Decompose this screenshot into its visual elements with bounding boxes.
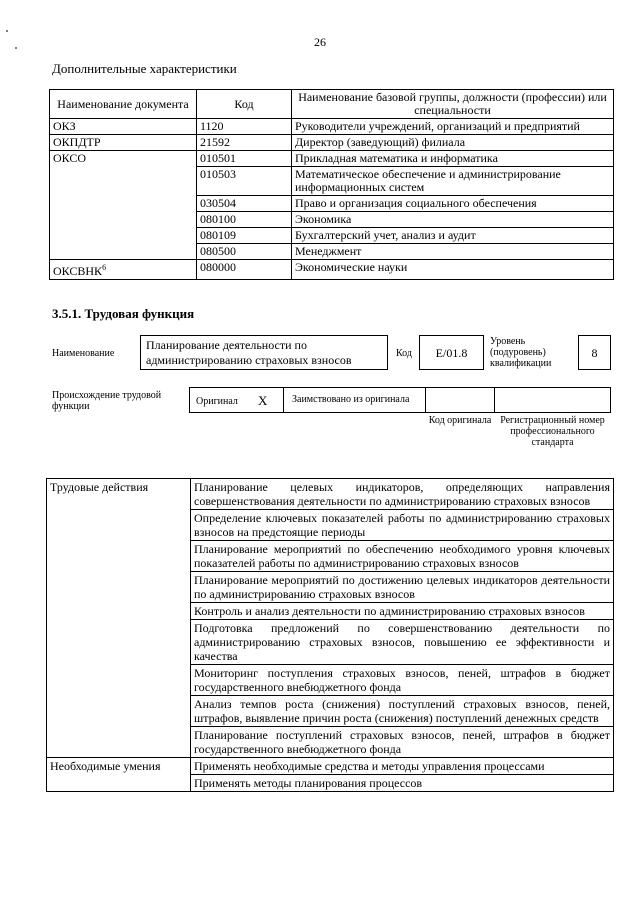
borrowed-label: Заимствовано из оригинала	[292, 394, 410, 405]
doc-cell	[50, 212, 197, 228]
doc-cell: ОКПДТР	[50, 135, 197, 151]
code-original-box	[425, 387, 495, 413]
table-row	[50, 119, 614, 135]
table-row	[47, 620, 614, 665]
labor-action-item: Подготовка предложений по совершенствованию деятельности по администрированию страховых взносов, повышению ее эффективности и качества	[191, 620, 614, 665]
scan-dot	[6, 30, 8, 32]
table-row	[47, 479, 614, 510]
origin-label: Происхождение трудовой функции	[52, 390, 162, 412]
name-cell: Математическое обеспечение и администрирование информационных систем	[292, 167, 614, 196]
name-cell: Экономические науки	[292, 260, 614, 280]
header-group-name: Наименование базовой группы, должности (профессии) или специальности	[292, 90, 614, 119]
doc-cell: ОКЗ	[50, 119, 197, 135]
empty-cell	[47, 665, 191, 696]
code-cell: 1120	[197, 119, 292, 135]
name-cell: Бухгалтерский учет, анализ и аудит	[292, 228, 614, 244]
section-title: 3.5.1. Трудовая функция	[52, 306, 195, 321]
empty-cell	[47, 603, 191, 620]
table-row	[50, 135, 614, 151]
empty-cell	[47, 727, 191, 758]
code-label: Код	[396, 348, 412, 359]
table-row	[47, 758, 614, 775]
doc-cell: ОКСО	[50, 151, 197, 167]
qualification-level-box: 8	[578, 335, 611, 370]
table-row	[47, 727, 614, 758]
labor-action-item: Планирование целевых индикаторов, определяющих направления совершенствования деятельности по администрированию страховых взносов	[191, 479, 614, 510]
qualification-level-label: Уровень (подуровень) квалификации	[490, 336, 552, 369]
code-cell: 080109	[197, 228, 292, 244]
skill-item: Применять необходимые средства и методы управления процессами	[191, 758, 614, 775]
function-name-box: Планирование деятельности по администрированию страховых взносов	[140, 335, 388, 370]
table-row	[50, 196, 614, 212]
footnote-mark: 6	[102, 263, 107, 272]
doc-cell	[50, 260, 197, 280]
labor-actions-label: Трудовые действия	[47, 479, 191, 510]
original-box	[189, 387, 284, 413]
header-code: Код	[197, 90, 292, 119]
labor-action-item: Планирование мероприятий по обеспечению необходимого уровня ключевых показателей работы по администрированию страховых взносов	[191, 541, 614, 572]
table-row	[47, 665, 614, 696]
code-original-label: Код оригинала	[428, 415, 492, 426]
code-cell: 21592	[197, 135, 292, 151]
original-label: Оригинал	[196, 396, 238, 407]
code-cell: 010501	[197, 151, 292, 167]
labor-action-item: Определение ключевых показателей работы по администрированию страховых взносов на предстоящие периоды	[191, 510, 614, 541]
function-code-box: E/01.8	[419, 335, 484, 370]
table-row	[47, 510, 614, 541]
page-number: 26	[314, 35, 326, 49]
code-cell: 080000	[197, 260, 292, 280]
name-cell: Руководители учреждений, организаций и предприятий	[292, 119, 614, 135]
labor-action-item: Анализ темпов роста (снижения) поступлений страховых взносов, пеней, штрафов, выявление причин роста (снижения) поступлений денежных средств	[191, 696, 614, 727]
table-row	[50, 244, 614, 260]
header-document: Наименование документа	[50, 90, 197, 119]
empty-cell	[47, 620, 191, 665]
empty-cell	[47, 541, 191, 572]
empty-cell	[47, 572, 191, 603]
skill-item: Применять методы планирования процессов	[191, 775, 614, 792]
table-row	[50, 167, 614, 196]
table-row	[47, 696, 614, 727]
table-row	[47, 541, 614, 572]
empty-cell	[47, 510, 191, 541]
labor-action-item: Планирование поступлений страховых взносов, пеней, штрафов в бюджет государственного внебюджетного фонда	[191, 727, 614, 758]
doc-cell	[50, 167, 197, 196]
empty-cell	[47, 775, 191, 792]
reg-number-label: Регистрационный номер профессионального стандарта	[500, 415, 605, 448]
borrowed-box	[283, 387, 426, 413]
labor-actions-table	[46, 478, 614, 792]
name-cell: Прикладная математика и информатика	[292, 151, 614, 167]
code-cell: 010503	[197, 167, 292, 196]
characteristics-table	[49, 89, 614, 280]
doc-name: ОКСВНК	[53, 264, 103, 278]
code-cell: 030504	[197, 196, 292, 212]
labor-action-item: Мониторинг поступления страховых взносов, пеней, штрафов в бюджет государственного внебюджетного фонда	[191, 665, 614, 696]
original-mark: X	[258, 393, 268, 408]
doc-cell	[50, 244, 197, 260]
name-cell: Право и организация социального обеспечения	[292, 196, 614, 212]
table-row	[50, 212, 614, 228]
name-cell: Директор (заведующий) филиала	[292, 135, 614, 151]
reg-number-box	[494, 387, 611, 413]
code-cell: 080100	[197, 212, 292, 228]
name-cell: Экономика	[292, 212, 614, 228]
doc-cell	[50, 196, 197, 212]
skills-label: Необходимые умения	[47, 758, 191, 775]
additional-characteristics-heading: Дополнительные характеристики	[52, 61, 237, 76]
table-row	[50, 228, 614, 244]
empty-cell	[47, 696, 191, 727]
table-header-row	[50, 90, 614, 119]
table-row	[47, 603, 614, 620]
name-label: Наименование	[52, 348, 115, 359]
labor-action-item: Контроль и анализ деятельности по администрированию страховых взносов	[191, 603, 614, 620]
name-cell: Менеджмент	[292, 244, 614, 260]
table-row	[50, 260, 614, 280]
table-row	[47, 775, 614, 792]
code-cell: 080500	[197, 244, 292, 260]
labor-action-item: Планирование мероприятий по достижению целевых индикаторов деятельности по администрированию страховых взносов	[191, 572, 614, 603]
doc-cell	[50, 228, 197, 244]
table-row	[47, 572, 614, 603]
table-row	[50, 151, 614, 167]
